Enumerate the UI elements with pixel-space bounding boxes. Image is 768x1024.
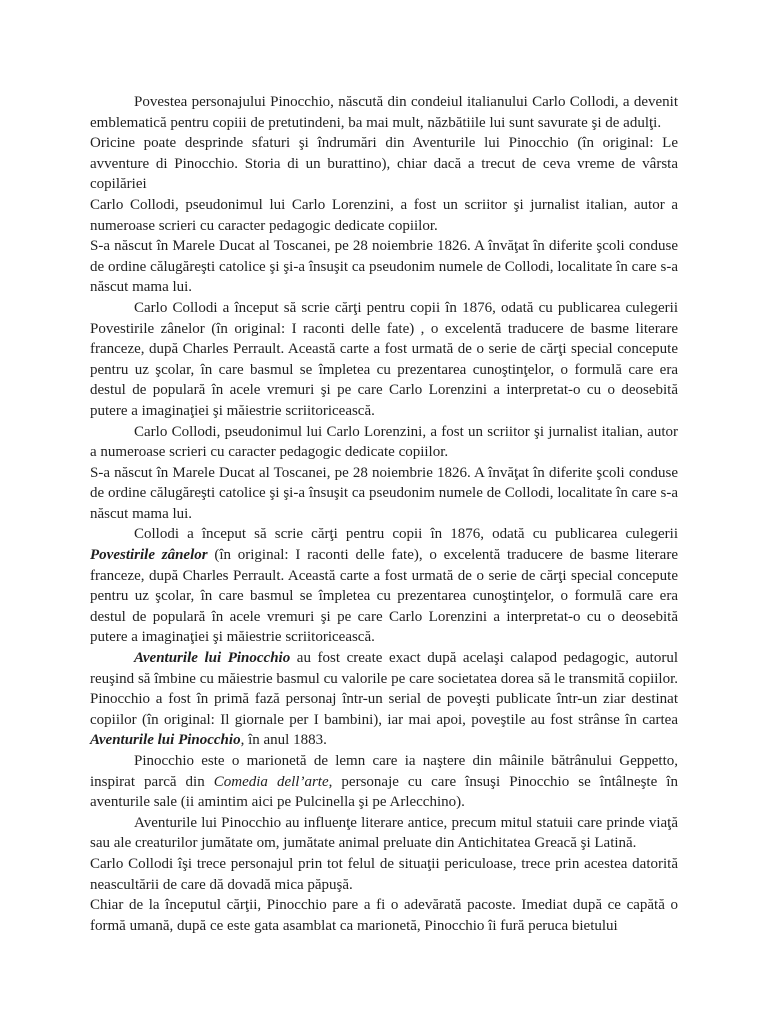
text-span: , în anul 1883. (240, 732, 327, 749)
paragraph-author-bio: Carlo Collodi, pseudonimul lui Carlo Lorenzini, a fost un scriitor şi jurnalist italian, autor a numeroase scrieri cu caracter pedagogic dedicate copiilor. (90, 196, 678, 234)
paragraph-first-books-repeat (90, 524, 678, 648)
text-span: au fost create exact după acelaşi calapod pedagogic, autorul reuşind să îmbine cu măiestrie basmul cu valorile pe care societatea dorea să le transmită copiilor. Pinocchio a fost în primă fază personaj într-un serial de poveşti publicate într-un ziar destinat copiilor (în original: Il giornale per I bambini), iar mai apoi, poveştile au fost strânse în cartea (90, 650, 678, 728)
italic-title: Comedia dell’arte (213, 773, 329, 790)
book-title: Povestirile zânelor (90, 547, 208, 564)
paragraph-beginning: Chiar de la începutul cărţii, Pinocchio pare a fi o adevărată pacoste. Imediat după ce capătă o formă umană, după ce este gata asamblat ca marionetă, Pinocchio îi fură peruca bietului (90, 897, 678, 934)
paragraph-influences: Aventurile lui Pinocchio au influenţe literare antice, precum mitul statuii care prinde viaţă sau ale creaturilor jumătate om, jumătate animal preluate din Antichitatea Greacă şi Latină. (90, 814, 678, 852)
paragraph-intro: Povestea personajului Pinocchio, născută din condeiul italianului Carlo Collodi, a devenit emblematică pentru copiii de pretutindeni, ba mai mult, năzbătiile lui sunt savurate şi de adulţi. (90, 94, 678, 131)
text-span: Collodi a început să scrie cărţi pentru copii în 1876, odată cu publicarea culegerii (134, 526, 678, 543)
paragraph-first-books: Carlo Collodi a început să scrie cărţi pentru copii în 1876, odată cu publicarea culegerii Povestirile zânelor (în original: I raconti delle fate) , o excelentă traducere de basme literare franceze, după Charles Perrault. Această carte a fost urmată de o serie de cărţi special concepute pentru uz şcolar, în care basmul se împletea cu prezentarea cunoştinţelor, o formulă care era destul de populară în acele vremuri şi pe care Carlo Lorenzini a interpretat-o cu o deosebită putere a imaginaţiei şi măiestrie scriitoricească. (90, 299, 678, 419)
paragraph-pinocchio-creation (90, 648, 678, 751)
document-page (90, 92, 678, 936)
paragraph-marionette (90, 751, 678, 813)
text-span: , personaje cu care însuşi Pinocchio se întâlneşte în aventurile sale (ii amintim aici pe Pulcinella şi pe Arlecchino). (90, 773, 678, 811)
paragraph-author-bio-repeat: Carlo Collodi, pseudonimul lui Carlo Lorenzini, a fost un scriitor şi jurnalist italian, autor a numeroase scrieri cu caracter pedagogic dedicate copiilor. (90, 423, 678, 461)
text-span: (în original: I raconti delle fate), o excelentă traducere de basme literare franceze, după Charles Perrault. Această carte a fost urmată de o serie de cărţi special concepute pentru uz şcolar, în care basmul se împletea cu prezentarea cunoştinţelor, o formulă care era destul de populară în acele vremuri şi pe care Carlo Lorenzini a interpretat-o cu o deosebită putere a imaginaţiei şi măiestrie scriitoricească. (90, 547, 678, 646)
paragraph-birth-repeat: S-a născut în Marele Ducat al Toscanei, pe 28 noiembrie 1826. A învăţat în diferite şcoli conduse de ordine călugăreşti catolice şi şi-a însuşit ca pseudonim numele de Collodi, localitate în care s-a născut mama lui. (90, 464, 678, 522)
paragraph-birth: S-a născut în Marele Ducat al Toscanei, pe 28 noiembrie 1826. A învăţat în diferite şcoli conduse de ordine călugăreşti catolice şi şi-a însuşit ca pseudonim numele de Collodi, localitate în care s-a născut mama lui. (90, 238, 678, 296)
paragraph-advice: Oricine poate desprinde sfaturi şi îndrumări din Aventurile lui Pinocchio (în original: Le avventure di Pinocchio. Storia di un burattino), chiar dacă a trecut de ceva vreme de vârsta copilăriei (90, 135, 678, 193)
paragraph-dangers: Carlo Collodi îşi trece personajul prin tot felul de situaţii periculoase, trece prin acestea datorită neascultării de care dă dovadă mica păpuşă. (90, 855, 678, 893)
text-span: Pinocchio este o marionetă de lemn care ia naştere din mâinile bătrânului Geppetto, inspirat parcă din (90, 753, 678, 790)
book-title: Aventurile lui Pinocchio (134, 650, 291, 667)
book-title: Aventurile lui Pinocchio (90, 732, 241, 749)
